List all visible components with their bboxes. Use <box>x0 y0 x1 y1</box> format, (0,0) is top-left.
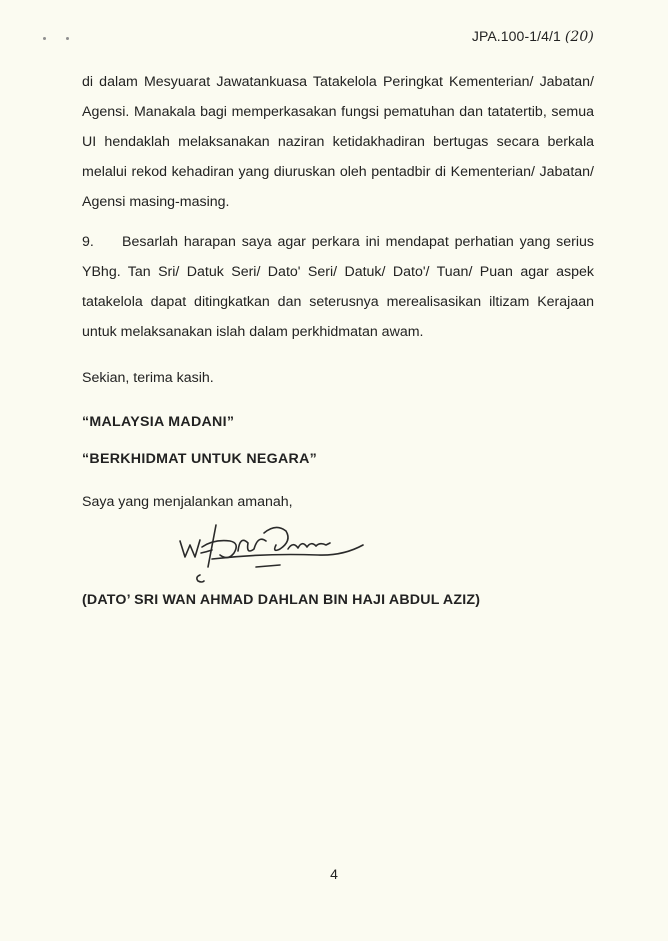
paragraph-number: 9. <box>82 234 94 250</box>
trust-line: Saya yang menjalankan amanah, <box>82 494 293 510</box>
paragraph-text: di dalam Mesyuarat Jawatankuasa Tatakelola Peringkat Kementerian/ Jabatan/ Agensi. Manakala bagi memperkasakan fungsi pematuhan dan tatatertib, semua UI hendaklah melaksanakan naziran ketidakhadiran bertugas secara berkala melalui rekod kehadiran yang diuruskan oleh pentadbir di Kementerian/ Jabatan/ Agensi masing-masing. <box>82 74 594 210</box>
reference-number <box>472 28 594 45</box>
paragraph-continuation <box>82 67 594 217</box>
signatory-name: (DATO’ SRI WAN AHMAD DAHLAN BIN HAJI ABDUL AZIZ) <box>82 592 481 608</box>
slogan-berkhidmat-untuk-negara: “BERKHIDMAT UNTUK NEGARA” <box>82 451 318 467</box>
page-number: 4 <box>330 866 338 882</box>
slogan-malaysia-madani: “MALAYSIA MADANI” <box>82 414 235 430</box>
paragraph-9 <box>82 227 594 347</box>
scan-speck <box>66 37 69 40</box>
reference-handwritten-suffix: (20) <box>564 29 594 45</box>
handwritten-signature <box>168 515 378 587</box>
closing-line: Sekian, terima kasih. <box>82 370 214 386</box>
reference-prefix: JPA.100-1/4/1 <box>471 28 561 44</box>
paragraph-text: Besarlah harapan saya agar perkara ini mendapat perhatian yang serius YBhg. Tan Sri/ Datuk Seri/ Dato' Seri/ Datuk/ Dato'/ Tuan/ Puan agar aspek tatakelola dapat ditingkatkan dan seterusnya merealisasikan iltizam Kerajaan untuk melaksanakan islah dalam perkhidmatan awam. <box>82 234 594 340</box>
scan-speck <box>43 37 46 40</box>
